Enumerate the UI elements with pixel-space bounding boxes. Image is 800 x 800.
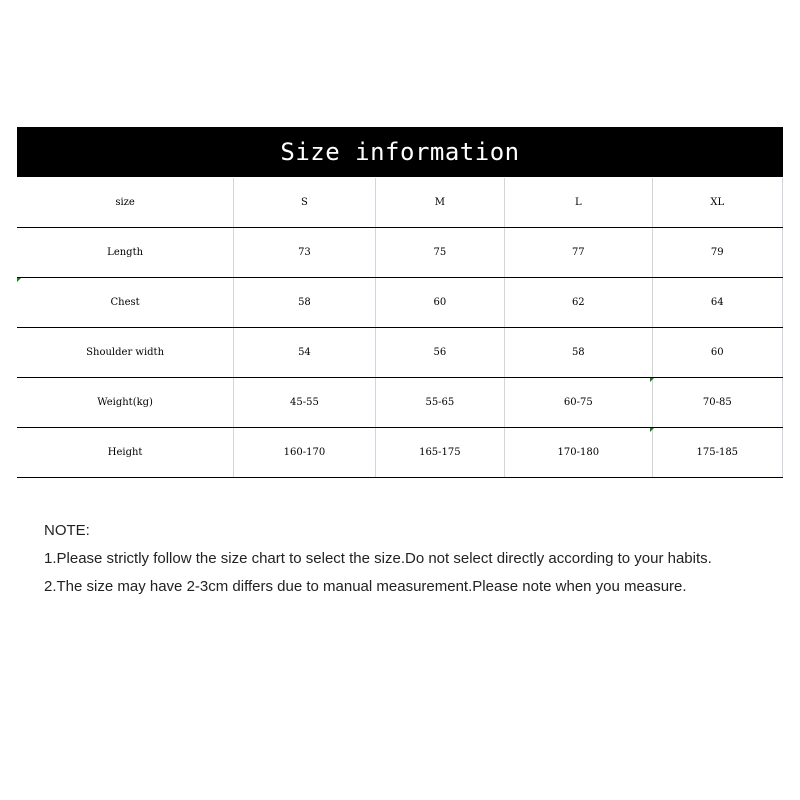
- table-cell: 75: [375, 228, 504, 278]
- table-row-length: [17, 228, 783, 278]
- table-cell: 165-175: [375, 428, 504, 478]
- table-cell: 62: [505, 278, 652, 328]
- table-row-height: [17, 428, 783, 478]
- table-cell: 60: [375, 278, 504, 328]
- header-cell-s: S: [234, 178, 375, 228]
- table-cell: 70-85: [652, 378, 782, 428]
- table-header-row: [17, 178, 783, 228]
- note-item: 1.Please strictly follow the size chart to select the size.Do not select directly according to your habits.: [44, 550, 712, 567]
- table-cell: 58: [234, 278, 375, 328]
- size-info-banner: [17, 127, 783, 177]
- table-cell: 170-180: [505, 428, 652, 478]
- page-title: Size information: [280, 138, 520, 166]
- notes-section: [44, 517, 712, 601]
- table-cell: 60: [652, 328, 782, 378]
- table-cell: 45-55: [234, 378, 375, 428]
- table-cell: 160-170: [234, 428, 375, 478]
- row-label: Chest: [17, 278, 234, 328]
- notes-heading: NOTE:: [44, 522, 90, 539]
- cell-corner-marker: [17, 278, 21, 282]
- header-cell-size: size: [17, 178, 234, 228]
- table-row-weight: [17, 378, 783, 428]
- table-cell: 79: [652, 228, 782, 278]
- table-cell: 175-185: [652, 428, 782, 478]
- table-row-chest: [17, 278, 783, 328]
- header-cell-xl: XL: [652, 178, 782, 228]
- row-label: Weight(kg): [17, 378, 234, 428]
- note-item: 2.The size may have 2-3cm differs due to manual measurement.Please note when you measure.: [44, 578, 687, 595]
- table-cell: 58: [505, 328, 652, 378]
- table-row-shoulder-width: [17, 328, 783, 378]
- table-cell: 54: [234, 328, 375, 378]
- size-chart-table: [17, 178, 783, 478]
- table-cell: 73: [234, 228, 375, 278]
- row-label: Shoulder width: [17, 328, 234, 378]
- cell-corner-marker: [650, 428, 654, 432]
- header-cell-m: M: [375, 178, 504, 228]
- table-cell: 56: [375, 328, 504, 378]
- row-label: Height: [17, 428, 234, 478]
- table-cell: 77: [505, 228, 652, 278]
- table-cell: 55-65: [375, 378, 504, 428]
- row-label: Length: [17, 228, 234, 278]
- table-cell: 64: [652, 278, 782, 328]
- cell-corner-marker: [650, 378, 654, 382]
- header-cell-l: L: [505, 178, 652, 228]
- table-cell: 60-75: [505, 378, 652, 428]
